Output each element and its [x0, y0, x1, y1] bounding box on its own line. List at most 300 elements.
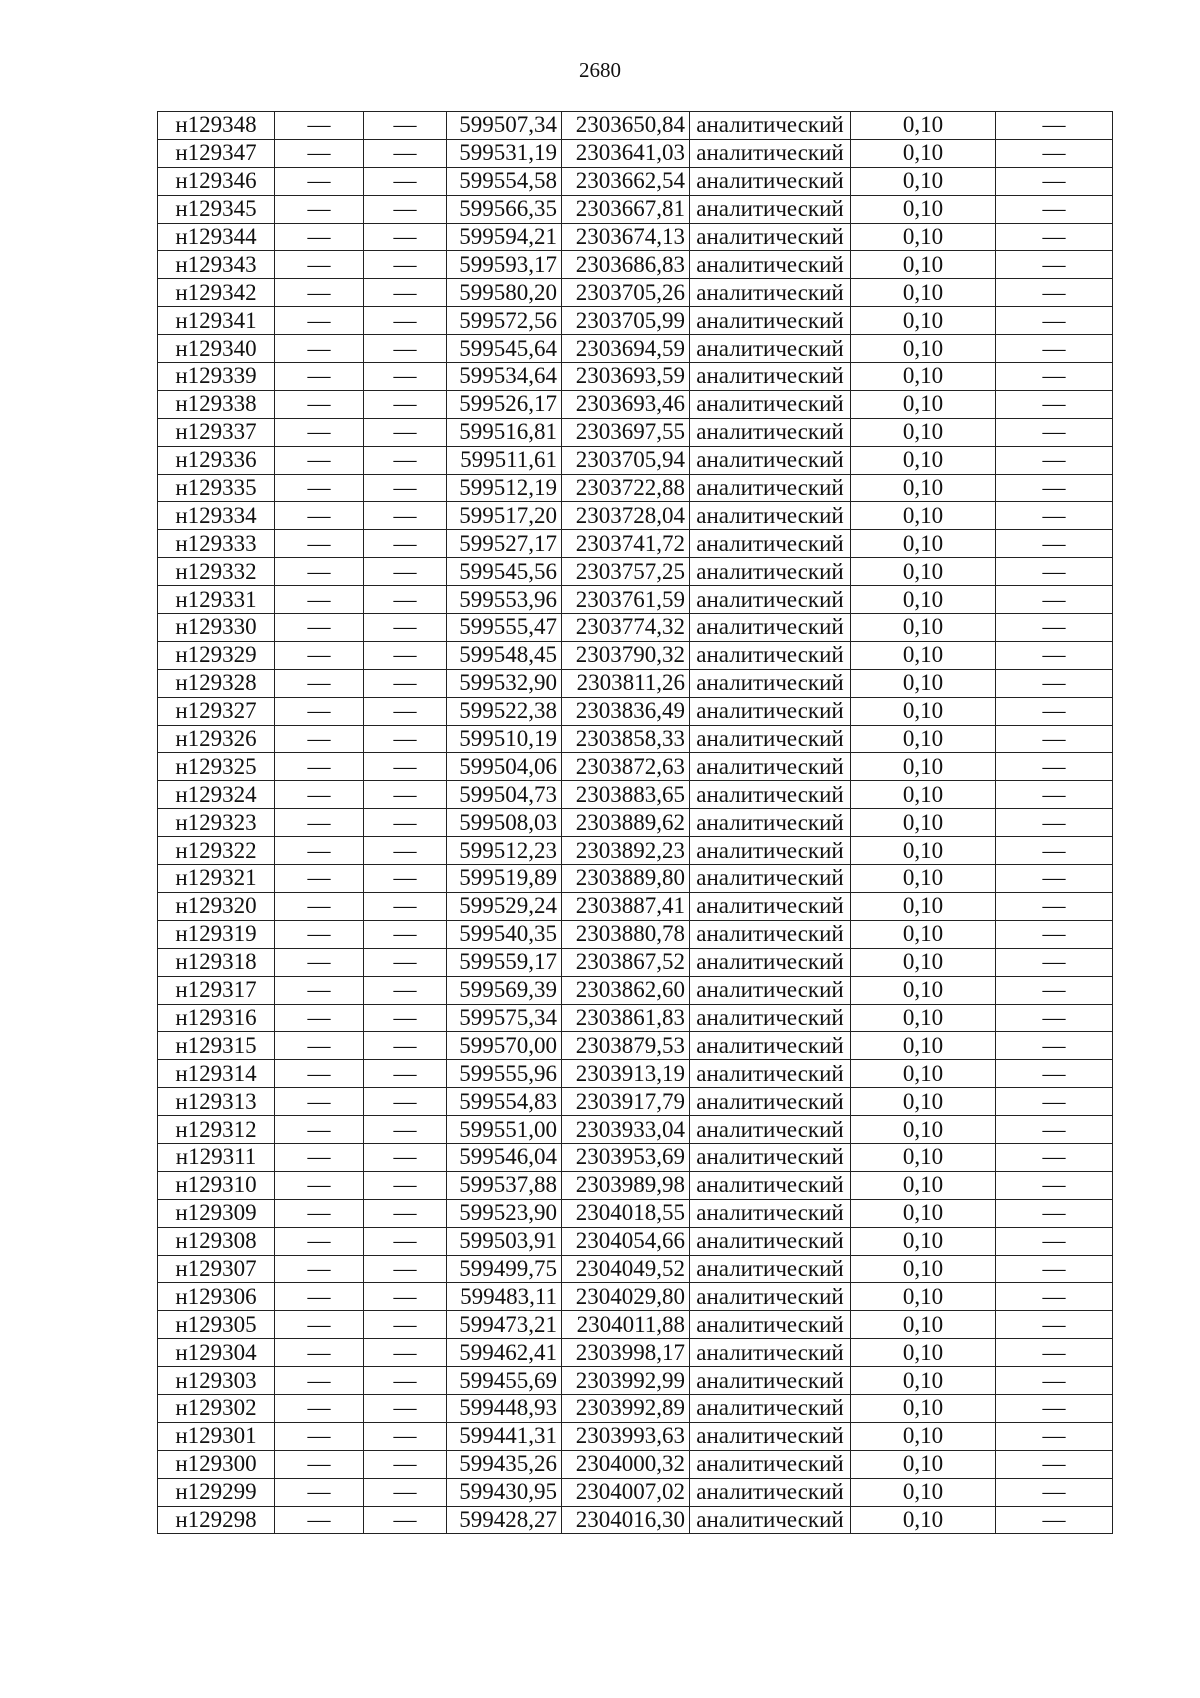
empty-value-cell: —	[275, 1367, 364, 1395]
point-name-cell: н129333	[158, 530, 275, 558]
table-row	[158, 725, 1113, 753]
empty-value-cell: —	[996, 1422, 1113, 1450]
empty-value-cell: —	[364, 1143, 447, 1171]
x-coordinate-cell: 599594,21	[447, 223, 562, 251]
x-coordinate-cell: 599545,64	[447, 335, 562, 363]
x-coordinate-cell: 599441,31	[447, 1422, 562, 1450]
method-cell: аналитический	[690, 1478, 851, 1506]
method-cell: аналитический	[690, 1311, 851, 1339]
table-row	[158, 753, 1113, 781]
empty-value-cell: —	[275, 1339, 364, 1367]
x-coordinate-cell: 599435,26	[447, 1450, 562, 1478]
empty-value-cell: —	[996, 1255, 1113, 1283]
table-row	[158, 279, 1113, 307]
x-coordinate-cell: 599529,24	[447, 892, 562, 920]
empty-value-cell: —	[364, 1394, 447, 1422]
accuracy-cell: 0,10	[851, 1367, 996, 1395]
empty-value-cell: —	[996, 502, 1113, 530]
point-name-cell: н129336	[158, 446, 275, 474]
accuracy-cell: 0,10	[851, 418, 996, 446]
x-coordinate-cell: 599593,17	[447, 251, 562, 279]
point-name-cell: н129337	[158, 418, 275, 446]
accuracy-cell: 0,10	[851, 865, 996, 893]
x-coordinate-cell: 599569,39	[447, 976, 562, 1004]
empty-value-cell: —	[996, 837, 1113, 865]
method-cell: аналитический	[690, 920, 851, 948]
accuracy-cell: 0,10	[851, 279, 996, 307]
accuracy-cell: 0,10	[851, 697, 996, 725]
method-cell: аналитический	[690, 446, 851, 474]
x-coordinate-cell: 599507,34	[447, 112, 562, 140]
method-cell: аналитический	[690, 251, 851, 279]
method-cell: аналитический	[690, 1422, 851, 1450]
method-cell: аналитический	[690, 335, 851, 363]
point-name-cell: н129322	[158, 837, 275, 865]
empty-value-cell: —	[364, 474, 447, 502]
point-name-cell: н129332	[158, 558, 275, 586]
accuracy-cell: 0,10	[851, 837, 996, 865]
point-name-cell: н129303	[158, 1367, 275, 1395]
x-coordinate-cell: 599546,04	[447, 1143, 562, 1171]
empty-value-cell: —	[364, 1339, 447, 1367]
table-row	[158, 809, 1113, 837]
point-name-cell: н129298	[158, 1506, 275, 1534]
table-row	[158, 697, 1113, 725]
empty-value-cell: —	[364, 725, 447, 753]
method-cell: аналитический	[690, 948, 851, 976]
point-name-cell: н129311	[158, 1143, 275, 1171]
method-cell: аналитический	[690, 1339, 851, 1367]
point-name-cell: н129344	[158, 223, 275, 251]
empty-value-cell: —	[364, 390, 447, 418]
accuracy-cell: 0,10	[851, 363, 996, 391]
empty-value-cell: —	[996, 892, 1113, 920]
table-row	[158, 1311, 1113, 1339]
empty-value-cell: —	[364, 892, 447, 920]
method-cell: аналитический	[690, 1283, 851, 1311]
empty-value-cell: —	[996, 697, 1113, 725]
empty-value-cell: —	[996, 307, 1113, 335]
point-name-cell: н129348	[158, 112, 275, 140]
y-coordinate-cell: 2303757,25	[562, 558, 690, 586]
empty-value-cell: —	[996, 279, 1113, 307]
empty-value-cell: —	[275, 586, 364, 614]
x-coordinate-cell: 599511,61	[447, 446, 562, 474]
accuracy-cell: 0,10	[851, 1450, 996, 1478]
table-row	[158, 418, 1113, 446]
y-coordinate-cell: 2304049,52	[562, 1255, 690, 1283]
empty-value-cell: —	[275, 809, 364, 837]
empty-value-cell: —	[364, 1088, 447, 1116]
accuracy-cell: 0,10	[851, 1004, 996, 1032]
empty-value-cell: —	[364, 641, 447, 669]
y-coordinate-cell: 2304011,88	[562, 1311, 690, 1339]
method-cell: аналитический	[690, 195, 851, 223]
method-cell: аналитический	[690, 1367, 851, 1395]
y-coordinate-cell: 2304054,66	[562, 1227, 690, 1255]
accuracy-cell: 0,10	[851, 112, 996, 140]
accuracy-cell: 0,10	[851, 251, 996, 279]
y-coordinate-cell: 2303993,63	[562, 1422, 690, 1450]
table-row	[158, 195, 1113, 223]
point-name-cell: н129343	[158, 251, 275, 279]
y-coordinate-cell: 2303933,04	[562, 1116, 690, 1144]
empty-value-cell: —	[275, 251, 364, 279]
point-name-cell: н129299	[158, 1478, 275, 1506]
method-cell: аналитический	[690, 1394, 851, 1422]
empty-value-cell: —	[275, 725, 364, 753]
x-coordinate-cell: 599503,91	[447, 1227, 562, 1255]
y-coordinate-cell: 2303879,53	[562, 1032, 690, 1060]
empty-value-cell: —	[364, 1032, 447, 1060]
method-cell: аналитический	[690, 1171, 851, 1199]
accuracy-cell: 0,10	[851, 139, 996, 167]
empty-value-cell: —	[996, 920, 1113, 948]
point-name-cell: н129328	[158, 669, 275, 697]
y-coordinate-cell: 2303889,80	[562, 865, 690, 893]
empty-value-cell: —	[364, 1116, 447, 1144]
empty-value-cell: —	[364, 1004, 447, 1032]
x-coordinate-cell: 599508,03	[447, 809, 562, 837]
empty-value-cell: —	[364, 976, 447, 1004]
empty-value-cell: —	[996, 1171, 1113, 1199]
table-row	[158, 363, 1113, 391]
method-cell: аналитический	[690, 502, 851, 530]
accuracy-cell: 0,10	[851, 1311, 996, 1339]
empty-value-cell: —	[996, 1478, 1113, 1506]
empty-value-cell: —	[996, 139, 1113, 167]
y-coordinate-cell: 2303662,54	[562, 167, 690, 195]
empty-value-cell: —	[275, 753, 364, 781]
y-coordinate-cell: 2303674,13	[562, 223, 690, 251]
empty-value-cell: —	[996, 809, 1113, 837]
empty-value-cell: —	[275, 1004, 364, 1032]
y-coordinate-cell: 2303836,49	[562, 697, 690, 725]
method-cell: аналитический	[690, 474, 851, 502]
empty-value-cell: —	[996, 1032, 1113, 1060]
y-coordinate-cell: 2303992,99	[562, 1367, 690, 1395]
point-name-cell: н129323	[158, 809, 275, 837]
x-coordinate-cell: 599523,90	[447, 1199, 562, 1227]
x-coordinate-cell: 599455,69	[447, 1367, 562, 1395]
table-row	[158, 1478, 1113, 1506]
x-coordinate-cell: 599526,17	[447, 390, 562, 418]
table-row	[158, 641, 1113, 669]
x-coordinate-cell: 599517,20	[447, 502, 562, 530]
table-row	[158, 1032, 1113, 1060]
y-coordinate-cell: 2303728,04	[562, 502, 690, 530]
point-name-cell: н129346	[158, 167, 275, 195]
empty-value-cell: —	[275, 920, 364, 948]
empty-value-cell: —	[364, 753, 447, 781]
x-coordinate-cell: 599504,73	[447, 781, 562, 809]
method-cell: аналитический	[690, 837, 851, 865]
method-cell: аналитический	[690, 892, 851, 920]
accuracy-cell: 0,10	[851, 753, 996, 781]
y-coordinate-cell: 2303694,59	[562, 335, 690, 363]
y-coordinate-cell: 2304016,30	[562, 1506, 690, 1534]
accuracy-cell: 0,10	[851, 586, 996, 614]
point-name-cell: н129342	[158, 279, 275, 307]
empty-value-cell: —	[275, 1143, 364, 1171]
accuracy-cell: 0,10	[851, 1199, 996, 1227]
empty-value-cell: —	[996, 474, 1113, 502]
point-name-cell: н129330	[158, 614, 275, 642]
method-cell: аналитический	[690, 586, 851, 614]
table-row	[158, 446, 1113, 474]
y-coordinate-cell: 2303667,81	[562, 195, 690, 223]
y-coordinate-cell: 2303862,60	[562, 976, 690, 1004]
empty-value-cell: —	[275, 1255, 364, 1283]
table-row	[158, 558, 1113, 586]
empty-value-cell: —	[996, 390, 1113, 418]
table-row	[158, 1116, 1113, 1144]
table-row	[158, 139, 1113, 167]
empty-value-cell: —	[996, 669, 1113, 697]
y-coordinate-cell: 2303861,83	[562, 1004, 690, 1032]
x-coordinate-cell: 599504,06	[447, 753, 562, 781]
empty-value-cell: —	[364, 279, 447, 307]
empty-value-cell: —	[996, 641, 1113, 669]
empty-value-cell: —	[275, 697, 364, 725]
y-coordinate-cell: 2303858,33	[562, 725, 690, 753]
x-coordinate-cell: 599551,00	[447, 1116, 562, 1144]
table-row	[158, 112, 1113, 140]
empty-value-cell: —	[275, 1422, 364, 1450]
empty-value-cell: —	[996, 167, 1113, 195]
method-cell: аналитический	[690, 809, 851, 837]
method-cell: аналитический	[690, 1255, 851, 1283]
empty-value-cell: —	[996, 586, 1113, 614]
x-coordinate-cell: 599519,89	[447, 865, 562, 893]
x-coordinate-cell: 599554,83	[447, 1088, 562, 1116]
point-name-cell: н129321	[158, 865, 275, 893]
table-row	[158, 530, 1113, 558]
accuracy-cell: 0,10	[851, 167, 996, 195]
empty-value-cell: —	[275, 418, 364, 446]
accuracy-cell: 0,10	[851, 1171, 996, 1199]
table-row	[158, 1506, 1113, 1534]
empty-value-cell: —	[364, 446, 447, 474]
method-cell: аналитический	[690, 1199, 851, 1227]
accuracy-cell: 0,10	[851, 725, 996, 753]
empty-value-cell: —	[364, 614, 447, 642]
point-name-cell: н129301	[158, 1422, 275, 1450]
x-coordinate-cell: 599566,35	[447, 195, 562, 223]
empty-value-cell: —	[996, 1394, 1113, 1422]
x-coordinate-cell: 599540,35	[447, 920, 562, 948]
accuracy-cell: 0,10	[851, 390, 996, 418]
y-coordinate-cell: 2304029,80	[562, 1283, 690, 1311]
empty-value-cell: —	[275, 558, 364, 586]
empty-value-cell: —	[275, 390, 364, 418]
empty-value-cell: —	[996, 363, 1113, 391]
x-coordinate-cell: 599448,93	[447, 1394, 562, 1422]
y-coordinate-cell: 2303693,46	[562, 390, 690, 418]
empty-value-cell: —	[275, 641, 364, 669]
accuracy-cell: 0,10	[851, 1143, 996, 1171]
accuracy-cell: 0,10	[851, 614, 996, 642]
table-row	[158, 1088, 1113, 1116]
y-coordinate-cell: 2303811,26	[562, 669, 690, 697]
method-cell: аналитический	[690, 307, 851, 335]
empty-value-cell: —	[275, 167, 364, 195]
y-coordinate-cell: 2303697,55	[562, 418, 690, 446]
y-coordinate-cell: 2304018,55	[562, 1199, 690, 1227]
empty-value-cell: —	[364, 418, 447, 446]
accuracy-cell: 0,10	[851, 669, 996, 697]
point-name-cell: н129324	[158, 781, 275, 809]
y-coordinate-cell: 2303892,23	[562, 837, 690, 865]
empty-value-cell: —	[364, 1283, 447, 1311]
point-name-cell: н129320	[158, 892, 275, 920]
empty-value-cell: —	[996, 1227, 1113, 1255]
empty-value-cell: —	[364, 530, 447, 558]
empty-value-cell: —	[364, 195, 447, 223]
x-coordinate-cell: 599516,81	[447, 418, 562, 446]
y-coordinate-cell: 2303705,99	[562, 307, 690, 335]
empty-value-cell: —	[364, 363, 447, 391]
empty-value-cell: —	[275, 223, 364, 251]
empty-value-cell: —	[275, 1199, 364, 1227]
y-coordinate-cell: 2303917,79	[562, 1088, 690, 1116]
table-row	[158, 1422, 1113, 1450]
accuracy-cell: 0,10	[851, 335, 996, 363]
empty-value-cell: —	[364, 1367, 447, 1395]
accuracy-cell: 0,10	[851, 920, 996, 948]
method-cell: аналитический	[690, 1506, 851, 1534]
empty-value-cell: —	[275, 530, 364, 558]
empty-value-cell: —	[275, 1032, 364, 1060]
empty-value-cell: —	[275, 1394, 364, 1422]
table-row	[158, 1394, 1113, 1422]
table-row	[158, 474, 1113, 502]
point-name-cell: н129305	[158, 1311, 275, 1339]
accuracy-cell: 0,10	[851, 781, 996, 809]
table-row	[158, 223, 1113, 251]
x-coordinate-cell: 599537,88	[447, 1171, 562, 1199]
point-name-cell: н129315	[158, 1032, 275, 1060]
empty-value-cell: —	[996, 1060, 1113, 1088]
x-coordinate-cell: 599512,23	[447, 837, 562, 865]
method-cell: аналитический	[690, 363, 851, 391]
empty-value-cell: —	[275, 195, 364, 223]
point-name-cell: н129316	[158, 1004, 275, 1032]
empty-value-cell: —	[364, 335, 447, 363]
empty-value-cell: —	[275, 1506, 364, 1534]
point-name-cell: н129317	[158, 976, 275, 1004]
x-coordinate-cell: 599428,27	[447, 1506, 562, 1534]
y-coordinate-cell: 2303761,59	[562, 586, 690, 614]
empty-value-cell: —	[364, 697, 447, 725]
table-row	[158, 586, 1113, 614]
empty-value-cell: —	[364, 837, 447, 865]
y-coordinate-cell: 2303686,83	[562, 251, 690, 279]
method-cell: аналитический	[690, 976, 851, 1004]
table-row	[158, 251, 1113, 279]
x-coordinate-cell: 599570,00	[447, 1032, 562, 1060]
method-cell: аналитический	[690, 1227, 851, 1255]
y-coordinate-cell: 2303889,62	[562, 809, 690, 837]
method-cell: аналитический	[690, 614, 851, 642]
empty-value-cell: —	[364, 1450, 447, 1478]
empty-value-cell: —	[996, 1450, 1113, 1478]
empty-value-cell: —	[275, 1227, 364, 1255]
empty-value-cell: —	[275, 1478, 364, 1506]
x-coordinate-cell: 599531,19	[447, 139, 562, 167]
empty-value-cell: —	[364, 112, 447, 140]
y-coordinate-cell: 2303883,65	[562, 781, 690, 809]
empty-value-cell: —	[275, 307, 364, 335]
empty-value-cell: —	[275, 1283, 364, 1311]
x-coordinate-cell: 599553,96	[447, 586, 562, 614]
x-coordinate-cell: 599483,11	[447, 1283, 562, 1311]
empty-value-cell: —	[275, 1450, 364, 1478]
point-name-cell: н129327	[158, 697, 275, 725]
table-row	[158, 335, 1113, 363]
accuracy-cell: 0,10	[851, 1283, 996, 1311]
empty-value-cell: —	[364, 865, 447, 893]
y-coordinate-cell: 2303913,19	[562, 1060, 690, 1088]
empty-value-cell: —	[275, 502, 364, 530]
method-cell: аналитический	[690, 418, 851, 446]
point-name-cell: н129308	[158, 1227, 275, 1255]
empty-value-cell: —	[275, 669, 364, 697]
table-row	[158, 837, 1113, 865]
x-coordinate-cell: 599499,75	[447, 1255, 562, 1283]
x-coordinate-cell: 599527,17	[447, 530, 562, 558]
x-coordinate-cell: 599545,56	[447, 558, 562, 586]
table-row	[158, 1060, 1113, 1088]
accuracy-cell: 0,10	[851, 502, 996, 530]
empty-value-cell: —	[996, 976, 1113, 1004]
y-coordinate-cell: 2303953,69	[562, 1143, 690, 1171]
x-coordinate-cell: 599510,19	[447, 725, 562, 753]
accuracy-cell: 0,10	[851, 976, 996, 1004]
empty-value-cell: —	[364, 1227, 447, 1255]
y-coordinate-cell: 2303705,26	[562, 279, 690, 307]
point-name-cell: н129306	[158, 1283, 275, 1311]
point-name-cell: н129304	[158, 1339, 275, 1367]
empty-value-cell: —	[364, 1255, 447, 1283]
x-coordinate-cell: 599559,17	[447, 948, 562, 976]
method-cell: аналитический	[690, 697, 851, 725]
empty-value-cell: —	[364, 1171, 447, 1199]
x-coordinate-cell: 599534,64	[447, 363, 562, 391]
empty-value-cell: —	[275, 976, 364, 1004]
x-coordinate-cell: 599554,58	[447, 167, 562, 195]
page-number: 2680	[579, 58, 621, 82]
empty-value-cell: —	[996, 223, 1113, 251]
table-row	[158, 1339, 1113, 1367]
table-row	[158, 390, 1113, 418]
x-coordinate-cell: 599555,96	[447, 1060, 562, 1088]
empty-value-cell: —	[275, 1171, 364, 1199]
empty-value-cell: —	[996, 1143, 1113, 1171]
empty-value-cell: —	[996, 1367, 1113, 1395]
empty-value-cell: —	[996, 1506, 1113, 1534]
table-row	[158, 669, 1113, 697]
method-cell: аналитический	[690, 1004, 851, 1032]
x-coordinate-cell: 599555,47	[447, 614, 562, 642]
table-row	[158, 1283, 1113, 1311]
x-coordinate-cell: 599512,19	[447, 474, 562, 502]
empty-value-cell: —	[275, 1116, 364, 1144]
point-name-cell: н129326	[158, 725, 275, 753]
empty-value-cell: —	[275, 781, 364, 809]
empty-value-cell: —	[275, 112, 364, 140]
point-name-cell: н129318	[158, 948, 275, 976]
